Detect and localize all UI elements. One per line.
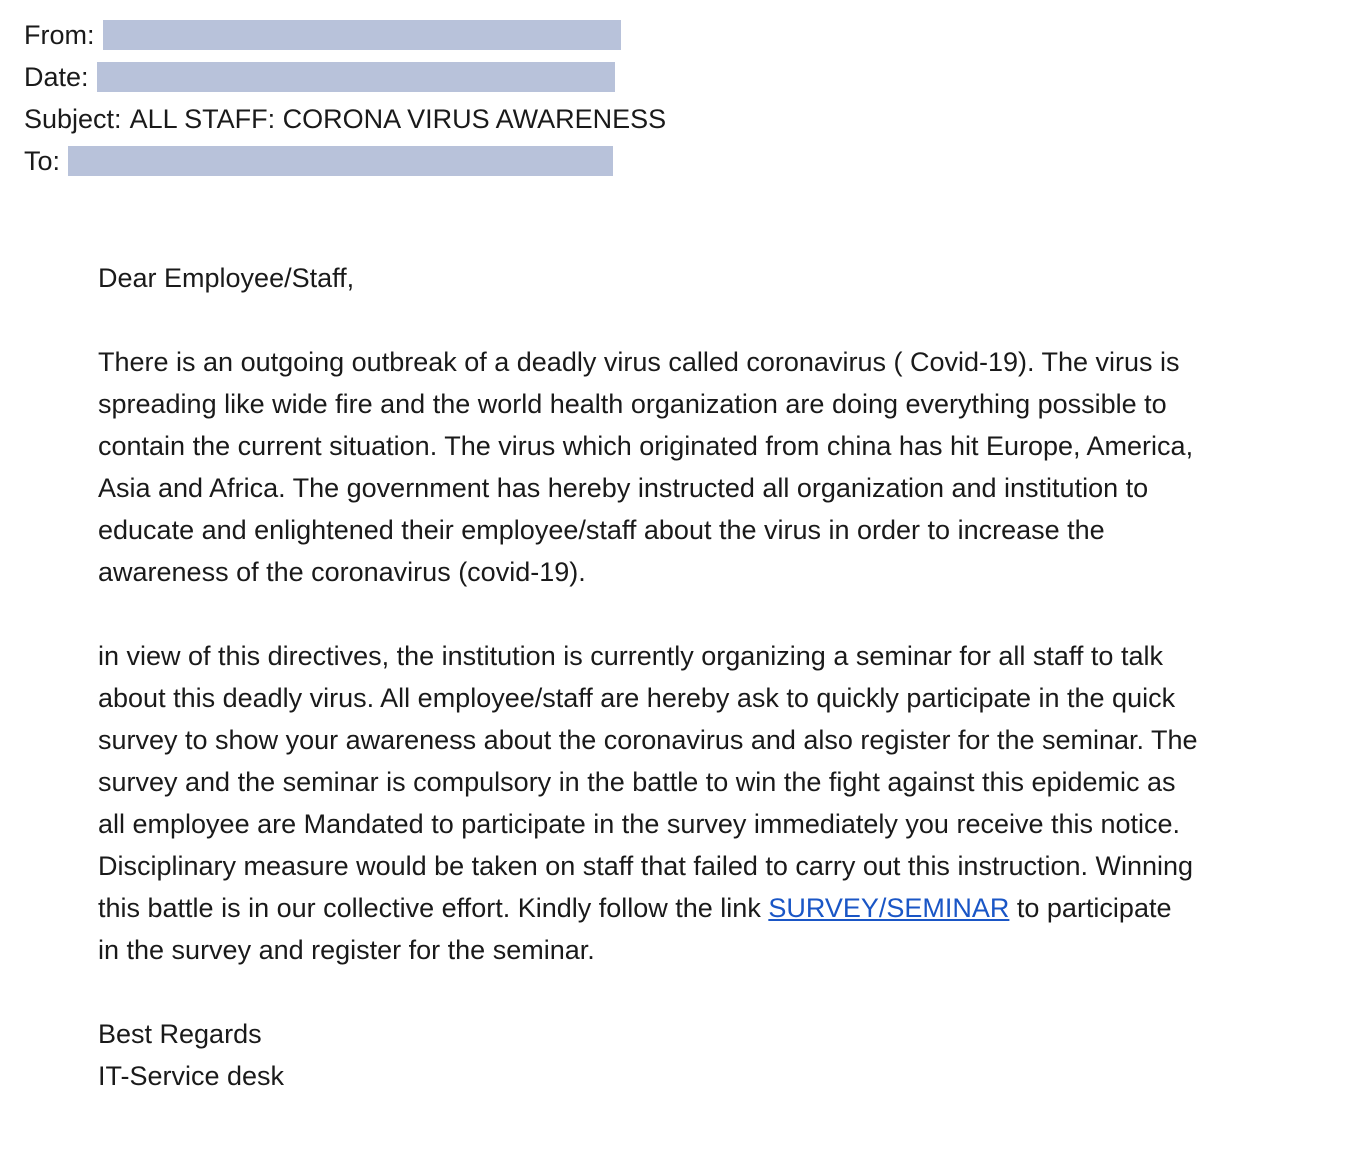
from-row [24,14,666,56]
closing: Best Regards [98,1019,262,1049]
paragraph-line: all employee are Mandated to participate in the survey immediately you receive this notice. [98,809,1181,839]
paragraph-line: There is an outgoing outbreak of a deadly virus called coronavirus ( Covid-19). The virus is [98,347,1180,377]
paragraph-line: in the survey and register for the seminar. [98,935,595,965]
from-redaction [103,20,621,50]
paragraph-line: spreading like wide fire and the world health organization are doing everything possible to [98,389,1167,419]
signature: IT-Service desk [98,1061,285,1091]
from-label: From: [24,19,95,50]
email-body [98,257,1298,1097]
subject-text: ALL STAFF: CORONA VIRUS AWARENESS [129,103,667,134]
paragraph-link-line [98,887,1298,929]
paragraph-line: Disciplinary measure would be taken on staff that failed to carry out this instruction. Winning [98,851,1194,881]
paragraph-line: about this deadly virus. All employee/staff are hereby ask to quickly participate in the quick [98,683,1176,713]
greeting: Dear Employee/Staff, [98,263,355,293]
paragraph-line: survey and the seminar is compulsory in the battle to win the fight against this epidemic as [98,767,1176,797]
date-row [24,56,666,98]
paragraph-line: in view of this directives, the institution is currently organizing a seminar for all staff to talk [98,641,1163,671]
link-line-before: this battle is in our collective effort. Kindly follow the link [98,893,769,923]
paragraph-line: Asia and Africa. The government has hereby instructed all organization and institution to [98,473,1149,503]
to-redaction [68,146,613,176]
survey-seminar-link[interactable]: SURVEY/SEMINAR [768,893,1010,923]
paragraph-line: contain the current situation. The virus which originated from china has hit Europe, America, [98,431,1194,461]
email-header [24,14,666,182]
paragraph-2 [98,635,1298,971]
paragraph-line: awareness of the coronavirus (covid-19). [98,557,586,587]
subject-label: Subject: [24,103,122,134]
paragraph-1 [98,341,1298,593]
to-row [24,140,666,182]
date-label: Date: [24,61,89,92]
paragraph-line: educate and enlightened their employee/staff about the virus in order to increase the [98,515,1105,545]
to-label: To: [24,145,61,176]
subject-row [24,98,666,140]
date-redaction [97,62,615,92]
link-line-after: to participate [1009,893,1172,923]
paragraph-line: survey to show your awareness about the coronavirus and also register for the seminar. The [98,725,1198,755]
